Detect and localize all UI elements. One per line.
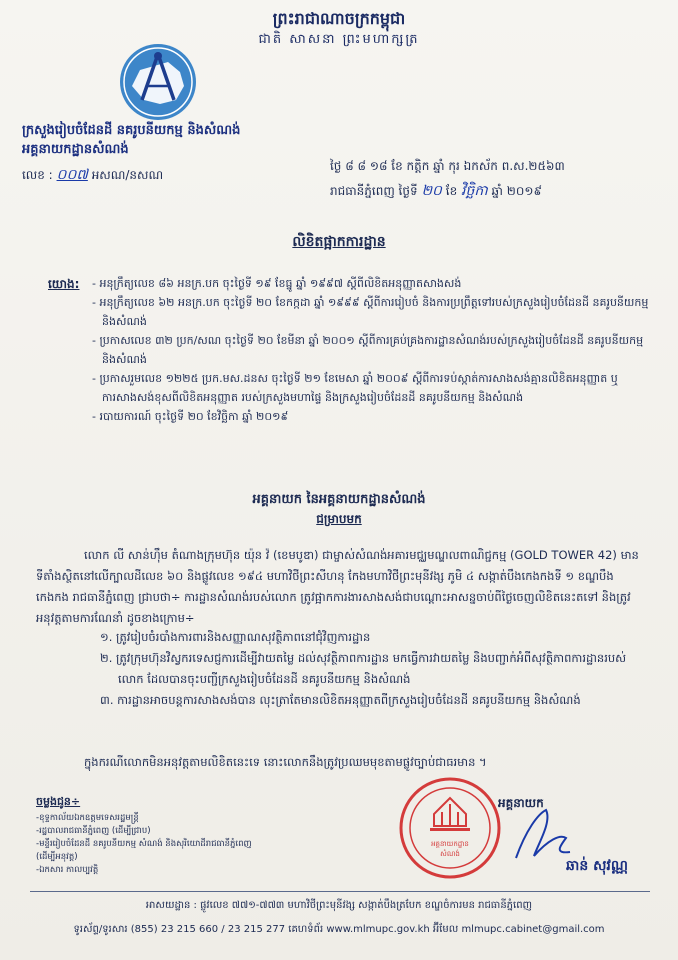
citation-item: - របាយការណ៍ ចុះថ្ងៃទី ២០ ខែវិច្ឆិកា ឆ្នាំ ២០១៩ bbox=[92, 410, 289, 423]
order-item: ២. ត្រូវក្រុមហ៊ុនវិស្វករទេសជ្ញការដើម្បីវាយតម្លៃ ដល់សុវត្ថិភាពការដ្ឋាន មកធ្វើការវាយតម្លៃ និងបញ្ជាក់អំពីសុវត្ថិភាពការដ្ឋានរបស់លោក ដែលបានចុះបញ្ជីក្រសួងរៀបចំដែនដី នគរូបនីយកម្ម និងសំណង់ bbox=[100, 651, 627, 686]
footer-divider bbox=[30, 891, 650, 892]
recipient-item: -មន្ទីររៀបចំដែនដី នគរូបនីយកម្ម សំណង់ និងសុរិយោដីរាជធានីភ្នំពេញ bbox=[36, 839, 252, 849]
svg-text:អគ្គនាយកដ្ឋាន: អគ្គនាយកដ្ឋាន bbox=[431, 840, 469, 848]
orders-list bbox=[100, 627, 648, 711]
svg-text:សំណង់: សំណង់ bbox=[440, 850, 460, 858]
place-date bbox=[330, 181, 542, 202]
recipient-item: (ដើម្បីអនុវត្ត) bbox=[36, 852, 78, 862]
place-prefix: រាជធានីភ្នំពេញ ថ្ងៃទី bbox=[330, 184, 418, 198]
body-paragraph: លោក លី សាន់ហ៊ឹម តំណាងក្រុមហ៊ុន យ៉ុន វ៉ (ខេមបូឌា) ជាម្ចាស់សំណង់អគារមជ្ឈមណ្ឌលពាណិជ្ជកម្ម (GOLD TOWER 42) មានទីតាំងស្ថិតនៅលើក្បាលដីលេខ ៦០ និងផ្លូវលេខ ១៩៤ មហាវិថីព្រះសីហនុ កែងមហាវិថីព្រះមុនីវង្ស ភូមិ ៤ សង្កាត់បឹងកេងកងទី ១ ខណ្ឌបឹងកេងកង រាជធានីភ្នំពេញ ជ្រាបថា÷ ការដ្ឋានសំណង់របស់លោក ត្រូវផ្អាកការងារសាងសង់ជាបណ្តោះអាសន្នចាប់ពីថ្ងៃចេញលិខិតនេះតទៅ និងត្រូវអនុវត្តតាមការណែនាំ ដូចខាងក្រោម÷ bbox=[36, 548, 639, 625]
herewith-heading: ជម្រាបមក bbox=[316, 512, 362, 526]
citation-item: - ប្រកាសលេខ ៣២ ប្រក/សណ ចុះថ្ងៃទី ២០ ខែមីនា ឆ្នាំ ២០០១ ស្តីពីការគ្រប់គ្រងការដ្ឋានសំណង់របស់ក្រសួងរៀបចំដែនដី នគរូបនីយកម្ម និងសំណង់ bbox=[92, 334, 644, 366]
recipient-item: -ខុទ្ទកាល័យឯកឧត្តមទេសរដ្ឋមន្ត្រី bbox=[36, 813, 139, 823]
order-item: ១. ត្រូវរៀបចំរបាំងការពារនិងសញ្ញាណសុវត្ថិភាពនៅជុំវិញការដ្ឋាន bbox=[100, 630, 371, 644]
lunar-date: ថ្ងៃ ៨ ៨ ១៨ ខែ កត្តិក ឆ្នាំ កុរ ឯកស័ក ព.ស.២៥៦៣ bbox=[330, 159, 565, 173]
ministry-logo bbox=[118, 42, 198, 122]
signer-name: ឆាន់ សុវណ្ណ bbox=[566, 858, 628, 874]
ref-suffix: អសណ/នសណ bbox=[91, 168, 164, 182]
ref-number: ០០៧ bbox=[56, 167, 88, 183]
closing-paragraph: ក្នុងករណីលោកមិនអនុវត្តតាមលិខិតនេះទេ នោះលោកនឹងត្រូវប្រឈមមុខតាមផ្លូវច្បាប់ជាធរមាន ។ bbox=[84, 755, 487, 769]
official-seal bbox=[398, 776, 502, 880]
recipients-title: ចម្លងជូន÷ bbox=[36, 795, 81, 808]
national-motto: ជាតិ សាសនា ព្រះមហាក្សត្រ bbox=[258, 32, 420, 47]
citations-list bbox=[92, 274, 652, 426]
date-month: វិច្ឆិកា bbox=[461, 183, 488, 199]
kingdom-heading: ព្រះរាជាណាចក្រកម្ពុជា bbox=[272, 9, 406, 28]
order-item: ៣. ការដ្ឋានអាចបន្តការសាងសង់បាន លុះត្រាតែមានលិខិតអនុញ្ញាតពីក្រសួងរៀបចំដែនដី នគរូបនីយកម្ម និងសំណង់ bbox=[100, 693, 581, 707]
reference-line bbox=[22, 165, 163, 186]
issuing-authority: អគ្គនាយក នៃអគ្គនាយកដ្ឋានសំណង់ bbox=[252, 492, 426, 507]
citation-item: - ប្រកាសរួមលេខ ១២២៥ ប្រក.មស.ដនស ចុះថ្ងៃទី ២១ ខែមេសា ឆ្នាំ ២០០៩ ស្តីពីការទប់ស្កាត់ការសាងសង់គ្មានលិខិតអនុញ្ញាត ឬ ការសាងសង់ខុសពីលិខិតអនុញ្ញាត របស់ក្រសួងមហាផ្ទៃ និងក្រសួងរៀបចំដែនដី នគរូបនីយកម្ម និងសំណង់ bbox=[92, 372, 618, 404]
document-title: លិខិតផ្អាកការដ្ឋាន bbox=[292, 234, 386, 250]
citations-label: យោង: bbox=[48, 277, 80, 291]
citation-item: - អនុក្រឹត្យលេខ ៦២ អនក្រ.បក ចុះថ្ងៃទី ២០ ខែកក្កដា ឆ្នាំ ១៩៩៩ ស្តីពីការរៀបចំ និងការប្រព្រឹត្តទៅរបស់ក្រសួងរៀបចំដែនដី នគរូបនីយកម្ម និងសំណង់ bbox=[92, 296, 649, 328]
recipients-list bbox=[36, 812, 252, 877]
citation-item: - អនុក្រឹត្យលេខ ៨៦ អនក្រ.បក ចុះថ្ងៃទី ១៩ ខែធ្នូ ឆ្នាំ ១៩៩៧ ស្តីពីលិខិតអនុញ្ញាតសាងសង់ bbox=[92, 277, 462, 290]
recipient-item: -ឯកសារ កាលប្បវត្តិ bbox=[36, 865, 99, 875]
date-day: ២០ bbox=[421, 183, 442, 199]
recipient-item: -រដ្ឋបាលរាជធានីភ្នំពេញ (ដើម្បីជ្រាប) bbox=[36, 826, 151, 836]
footer-contact: ទូរស័ព្ទ/ទូរសារ (855) 23 215 660 / 23 215 277 គេហទំព័រ www.mlmupc.gov.kh អ៊ីមែល mlmupc.cabinet@gmail.com bbox=[73, 924, 605, 935]
ministry-name: ក្រសួងរៀបចំដែនដី នគរូបនីយកម្ម និងសំណង់ bbox=[22, 123, 241, 138]
month-label: ខែ bbox=[445, 184, 458, 198]
ref-label: លេខ : bbox=[22, 168, 53, 182]
footer-address: អាសយដ្ឋាន : ផ្លូវលេខ ៧៧១-៧៧៣ មហាវិថីព្រះមុនីវង្ស សង្កាត់បឹងត្របែក ខណ្ឌចំការមន រាជធានីភ្នំពេញ bbox=[145, 900, 533, 911]
signer-title: អគ្គនាយក bbox=[498, 796, 544, 810]
department-name: អគ្គនាយកដ្ឋានសំណង់ bbox=[22, 142, 129, 157]
year-label: ឆ្នាំ ២០១៩ bbox=[491, 184, 542, 198]
